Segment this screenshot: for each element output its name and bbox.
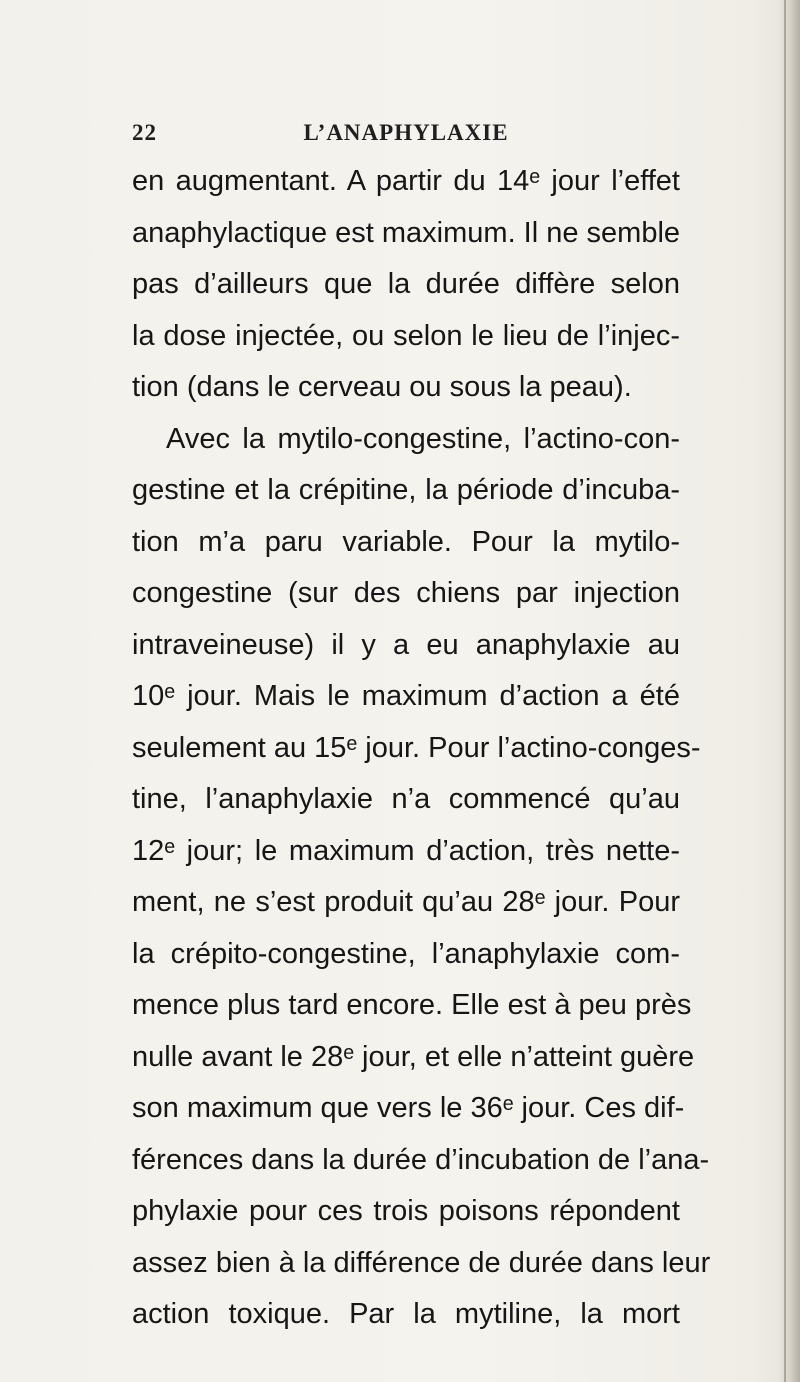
- text-line: 10ᵉ jour. Mais le maximum d’action a été: [132, 680, 680, 712]
- running-title: L’ANAPHYLAXIE: [303, 120, 509, 145]
- page-edge-line: [784, 0, 786, 1382]
- body-text: [132, 156, 711, 1341]
- text-line: gestine et la crépitine, la période d’incuba-: [132, 474, 680, 506]
- text-line: mence plus tard encore. Elle est à peu près: [132, 989, 692, 1021]
- text-line: 12ᵉ jour; le maximum d’action, très nette-: [132, 834, 680, 867]
- text-line: son maximum que vers le 36ᵉ jour. Ces dif-: [132, 1092, 685, 1124]
- page-number: 22: [132, 120, 157, 145]
- text-line: phylaxie pour ces trois poisons répondent: [132, 1195, 680, 1227]
- text-line: action toxique. Par la mytiline, la mort: [132, 1298, 680, 1330]
- text-line: la dose injectée, ou selon le lieu de l’injec-: [132, 319, 680, 352]
- text-line: en augmentant. A partir du 14ᵉ jour l’effet: [132, 165, 680, 197]
- text-line: intraveineuse) il y a eu anaphylaxie au: [132, 628, 680, 661]
- text-line: anaphylactique est maximum. Il ne semble: [132, 216, 681, 249]
- text-line: congestine (sur des chiens par injection: [132, 577, 680, 609]
- text-line: tion (dans le cerveau ou sous la peau).: [132, 371, 632, 403]
- text-line: pas d’ailleurs que la durée diffère selon: [132, 268, 680, 300]
- page-edge-shadow: [778, 0, 800, 1382]
- text-line: nulle avant le 28ᵉ jour, et elle n’atteint guère: [132, 1040, 695, 1073]
- text-line: assez bien à la différence de durée dans leur: [132, 1246, 711, 1279]
- text-line: férences dans la durée d’incubation de l’ana-: [132, 1143, 710, 1176]
- text-line: tion m’a paru variable. Pour la mytilo-: [132, 525, 680, 558]
- text-line: Avec la mytilo-congestine, l’actino-con-: [166, 422, 680, 455]
- text-line: la crépito-congestine, l’anaphylaxie com-: [132, 937, 680, 970]
- text-line: ment, ne s’est produit qu’au 28ᵉ jour. Pour: [132, 886, 680, 918]
- text-line: tine, l’anaphylaxie n’a commencé qu’au: [132, 783, 680, 815]
- text-line: seulement au 15ᵉ jour. Pour l’actino-conges-: [132, 731, 701, 764]
- page-header: [132, 120, 680, 150]
